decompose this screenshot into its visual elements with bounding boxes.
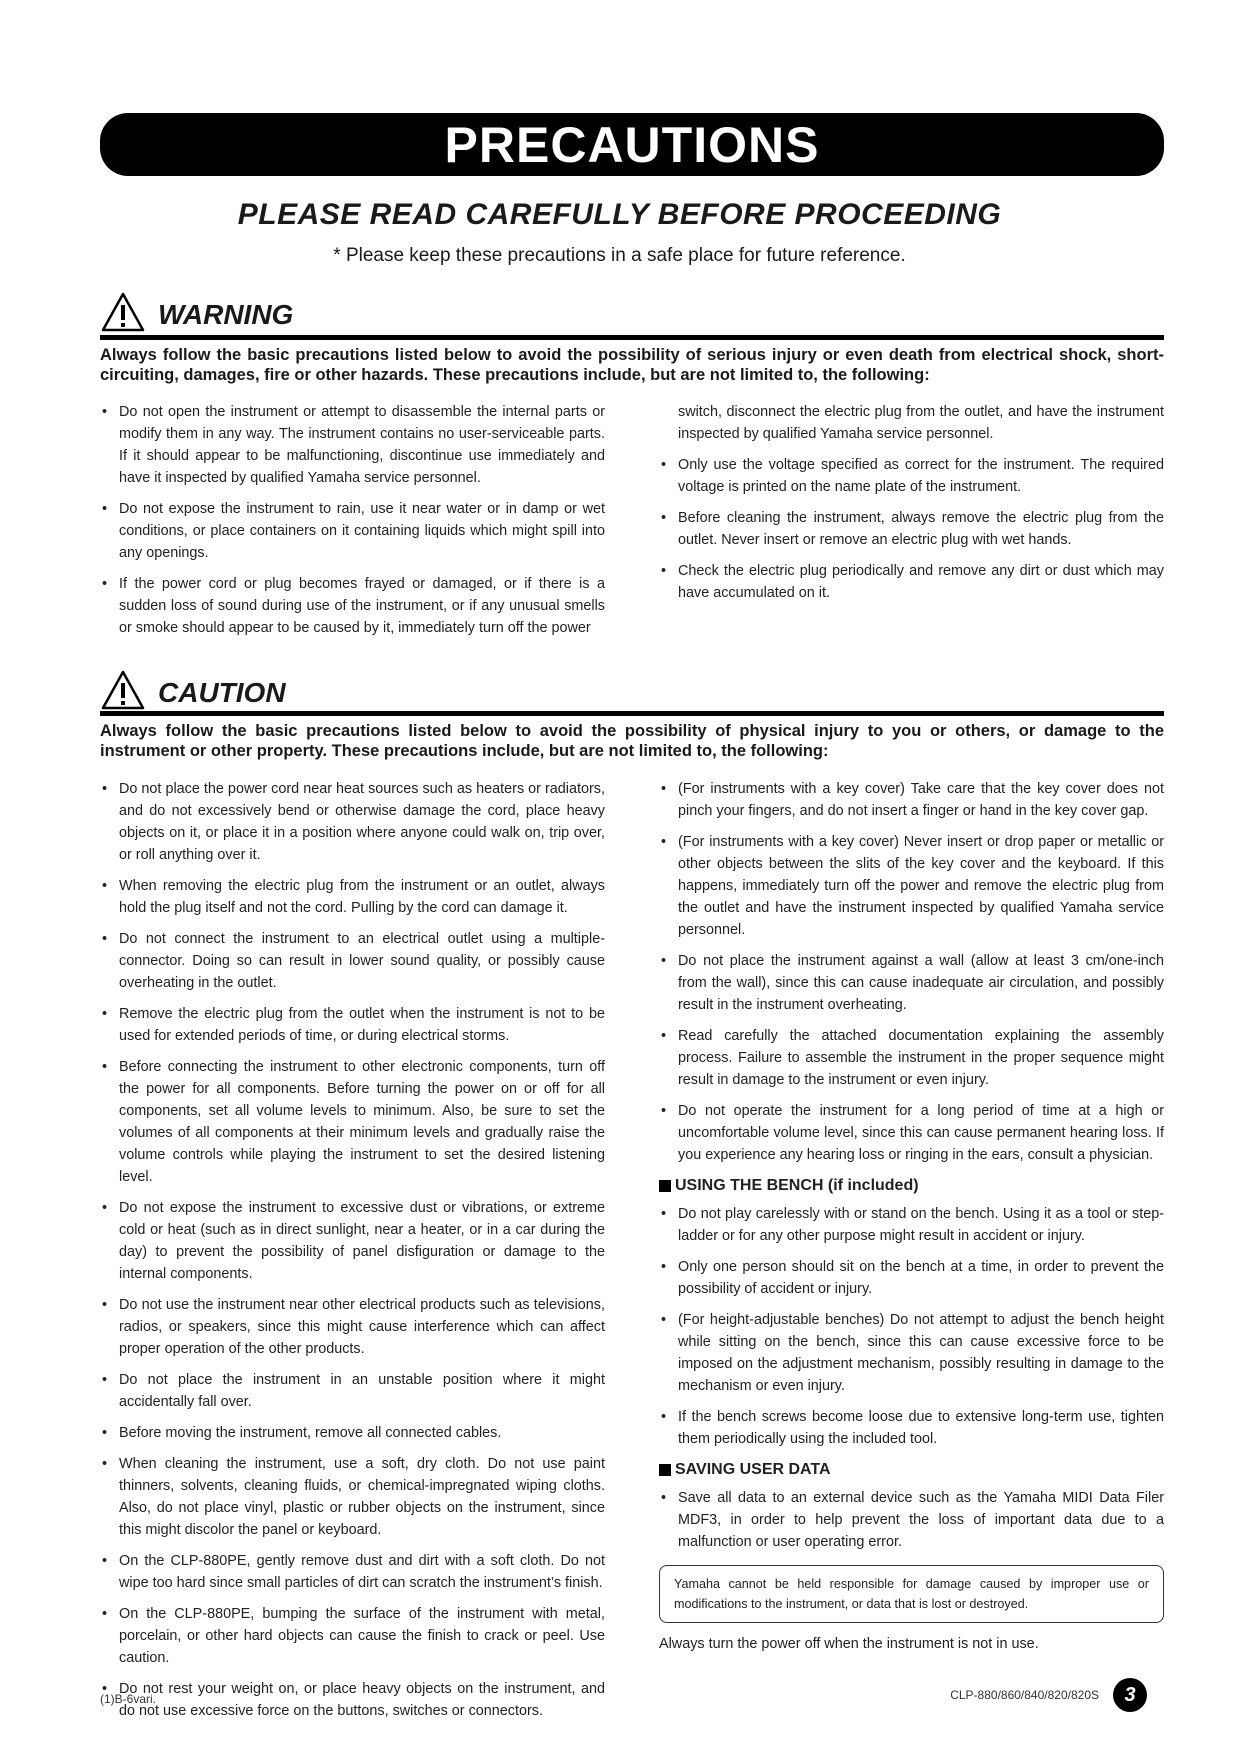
- list-item: • Before cleaning the instrument, always remove the electric plug from the outlet. Never insert or remove an electric plug with wet hands.: [659, 507, 1164, 551]
- list-item: • Do not operate the instrument for a long period of time at a high or uncomfortable volume level, since this can cause permanent hearing loss. If you experience any hearing loss or ringing in the ears, consult a physician.: [659, 1100, 1164, 1166]
- saving-heading-text: SAVING USER DATA: [675, 1461, 831, 1478]
- list-item: • Before moving the instrument, remove all connected cables.: [100, 1422, 605, 1444]
- square-bullet-icon: [659, 1180, 671, 1192]
- disclaimer-box: Yamaha cannot be held responsible for damage caused by improper use or modifications to the instrument, or data that is lost or destroyed.: [659, 1565, 1164, 1623]
- footer-code: (1)B-6vari.: [100, 1692, 157, 1706]
- power-off-note: Always turn the power off when the instrument is not in use.: [659, 1636, 1039, 1652]
- footer-right: [950, 1678, 1147, 1712]
- saving-heading: [659, 1459, 1164, 1481]
- list-item: • Only use the voltage specified as correct for the instrument. The required voltage is printed on the name plate of the instrument.: [659, 454, 1164, 498]
- list-item: • (For height-adjustable benches) Do not attempt to adjust the bench height while sitting on the bench, since this can cause excessive force to be imposed on the adjustment mechanism, possibly resulting in damage to the mechanism or even injury.: [659, 1309, 1164, 1397]
- list-item-continuation: switch, disconnect the electric plug from the outlet, and have the instrument inspected by qualified Yamaha service personnel.: [678, 404, 1164, 442]
- list-item: • Do not connect the instrument to an electrical outlet using a multiple-connector. Doing so can result in lower sound quality, or possibly cause overheating in the outlet.: [100, 928, 605, 994]
- title-banner: [100, 113, 1164, 176]
- list-item: • If the power cord or plug becomes frayed or damaged, or if there is a sudden loss of sound during use of the instrument, or if any unusual smells or smoke should appear to be caused by it, immediately turn off the power: [100, 573, 605, 639]
- warning-left-column: [100, 401, 605, 648]
- warning-label: WARNING: [158, 299, 294, 330]
- list-item: • If the bench screws become loose due to extensive long-term use, tighten them periodically using the included tool.: [659, 1406, 1164, 1450]
- list-item: • Do not rest your weight on, or place heavy objects on the instrument, and do not use excessive force on the buttons, switches or connectors.: [100, 1678, 605, 1722]
- list-item: • Remove the electric plug from the outlet when the instrument is not to be used for extended periods of time, or during electrical storms.: [100, 1003, 605, 1047]
- caution-lead: Always follow the basic precautions listed below to avoid the possibility of physical injury to you or others, or damage to the instrument or other property. These precautions include, but are not limited to, the following:: [100, 722, 1164, 760]
- page-title: PRECAUTIONS: [444, 116, 820, 173]
- list-item: • Check the electric plug periodically and remove any dirt or dust which may have accumulated on it.: [659, 560, 1164, 604]
- list-item: • Do not expose the instrument to rain, use it near water or in damp or wet conditions, or place containers on it containing liquids which might spill into any openings.: [100, 498, 605, 564]
- list-item: • Before connecting the instrument to other electronic components, turn off the power for all components. Before turning the power on or off for all components, set all volume levels to minimum. Also, be sure to set the volumes of all components at their minimum levels and gradually raise the volume controls while playing the instrument to set the desired listening level.: [100, 1056, 605, 1188]
- caution-header: [100, 661, 1164, 711]
- list-item: • On the CLP-880PE, gently remove dust and dirt with a soft cloth. Do not wipe too hard since small particles of dirt can scratch the instrument’s finish.: [100, 1550, 605, 1594]
- list-item: • Do not expose the instrument to excessive dust or vibrations, or extreme cold or heat (such as in direct sunlight, near a heater, or in a car during the day) to prevent the possibility of panel disfiguration or damage to the internal components.: [100, 1197, 605, 1285]
- list-item: • Only one person should sit on the bench at a time, in order to prevent the possibility of accident or injury.: [659, 1256, 1164, 1300]
- list-item: • When removing the electric plug from the instrument or an outlet, always hold the plug itself and not the cord. Pulling by the cord can damage it.: [100, 875, 605, 919]
- keep-note: * Please keep these precautions in a safe place for future reference.: [333, 245, 906, 266]
- caution-icon: [100, 669, 146, 711]
- list-item: • (For instruments with a key cover) Never insert or drop paper or metallic or other objects between the slits of the key cover and the keyboard. If this happens, immediately turn off the power and remove the electric plug from the outlet and have the instrument inspected by qualified Yamaha service personnel.: [659, 831, 1164, 941]
- warning-lead: Always follow the basic precautions listed below to avoid the possibility of serious injury or even death from electrical shock, short-circuiting, damages, fire or other hazards. These precautions include, but are not limited to, the following:: [100, 346, 1164, 384]
- list-item: • Do not use the instrument near other electrical products such as televisions, radios, or speakers, since this might cause interference which can affect proper operation of the other products.: [100, 1294, 605, 1360]
- list-item: • Read carefully the attached documentation explaining the assembly process. Failure to assemble the instrument in the proper sequence might result in damage to the instrument or even injury.: [659, 1025, 1164, 1091]
- bench-heading: [659, 1175, 1164, 1197]
- list-item: • Do not place the instrument in an unstable position where it might accidentally fall over.: [100, 1369, 605, 1413]
- square-bullet-icon: [659, 1464, 671, 1476]
- footer-models: CLP-880/860/840/820/820S: [950, 1688, 1099, 1702]
- list-item: • Save all data to an external device such as the Yamaha MIDI Data Filer MDF3, in order to help prevent the loss of important data due to a malfunction or user operating error.: [659, 1487, 1164, 1553]
- warning-right-column: [659, 401, 1164, 613]
- caution-left-column: [100, 778, 605, 1731]
- list-item: • (For instruments with a key cover) Take care that the key cover does not pinch your fingers, and do not insert a finger or hand in the key cover gap.: [659, 778, 1164, 822]
- caution-label: CAUTION: [158, 677, 286, 708]
- warning-header: [100, 283, 1164, 333]
- list-item: • On the CLP-880PE, bumping the surface of the instrument with metal, porcelain, or other hard objects can cause the finish to crack or peel. Use caution.: [100, 1603, 605, 1669]
- caution-rule: [100, 711, 1164, 716]
- warning-rule: [100, 335, 1164, 340]
- list-item: • Do not place the instrument against a wall (allow at least 3 cm/one-inch from the wall), since this can cause inadequate air circulation, and possibly result in the instrument overheating.: [659, 950, 1164, 1016]
- warning-icon: [100, 291, 146, 333]
- page-number: 3: [1113, 1678, 1147, 1712]
- list-item: • Do not place the power cord near heat sources such as heaters or radiators, and do not excessively bend or otherwise damage the cord, place heavy objects on it, or place it in a position where anyone could walk on, trip over, or roll anything over it.: [100, 778, 605, 866]
- bench-heading-text: USING THE BENCH (if included): [675, 1177, 919, 1194]
- page-subtitle: PLEASE READ CAREFULLY BEFORE PROCEEDING: [237, 198, 1002, 231]
- list-item: • Do not play carelessly with or stand on the bench. Using it as a tool or step-ladder or for any other purpose might result in accident or injury.: [659, 1203, 1164, 1247]
- caution-right-column: [659, 778, 1164, 1655]
- list-item: • Do not open the instrument or attempt to disassemble the internal parts or modify them in any way. The instrument contains no user-serviceable parts. If it should appear to be malfunctioning, discontinue use immediately and have it inspected by qualified Yamaha service personnel.: [100, 401, 605, 489]
- list-item: • When cleaning the instrument, use a soft, dry cloth. Do not use paint thinners, solvents, cleaning fluids, or chemical-impregnated wiping cloths. Also, do not place vinyl, plastic or rubber objects on the instrument, since this might discolor the panel or keyboard.: [100, 1453, 605, 1541]
